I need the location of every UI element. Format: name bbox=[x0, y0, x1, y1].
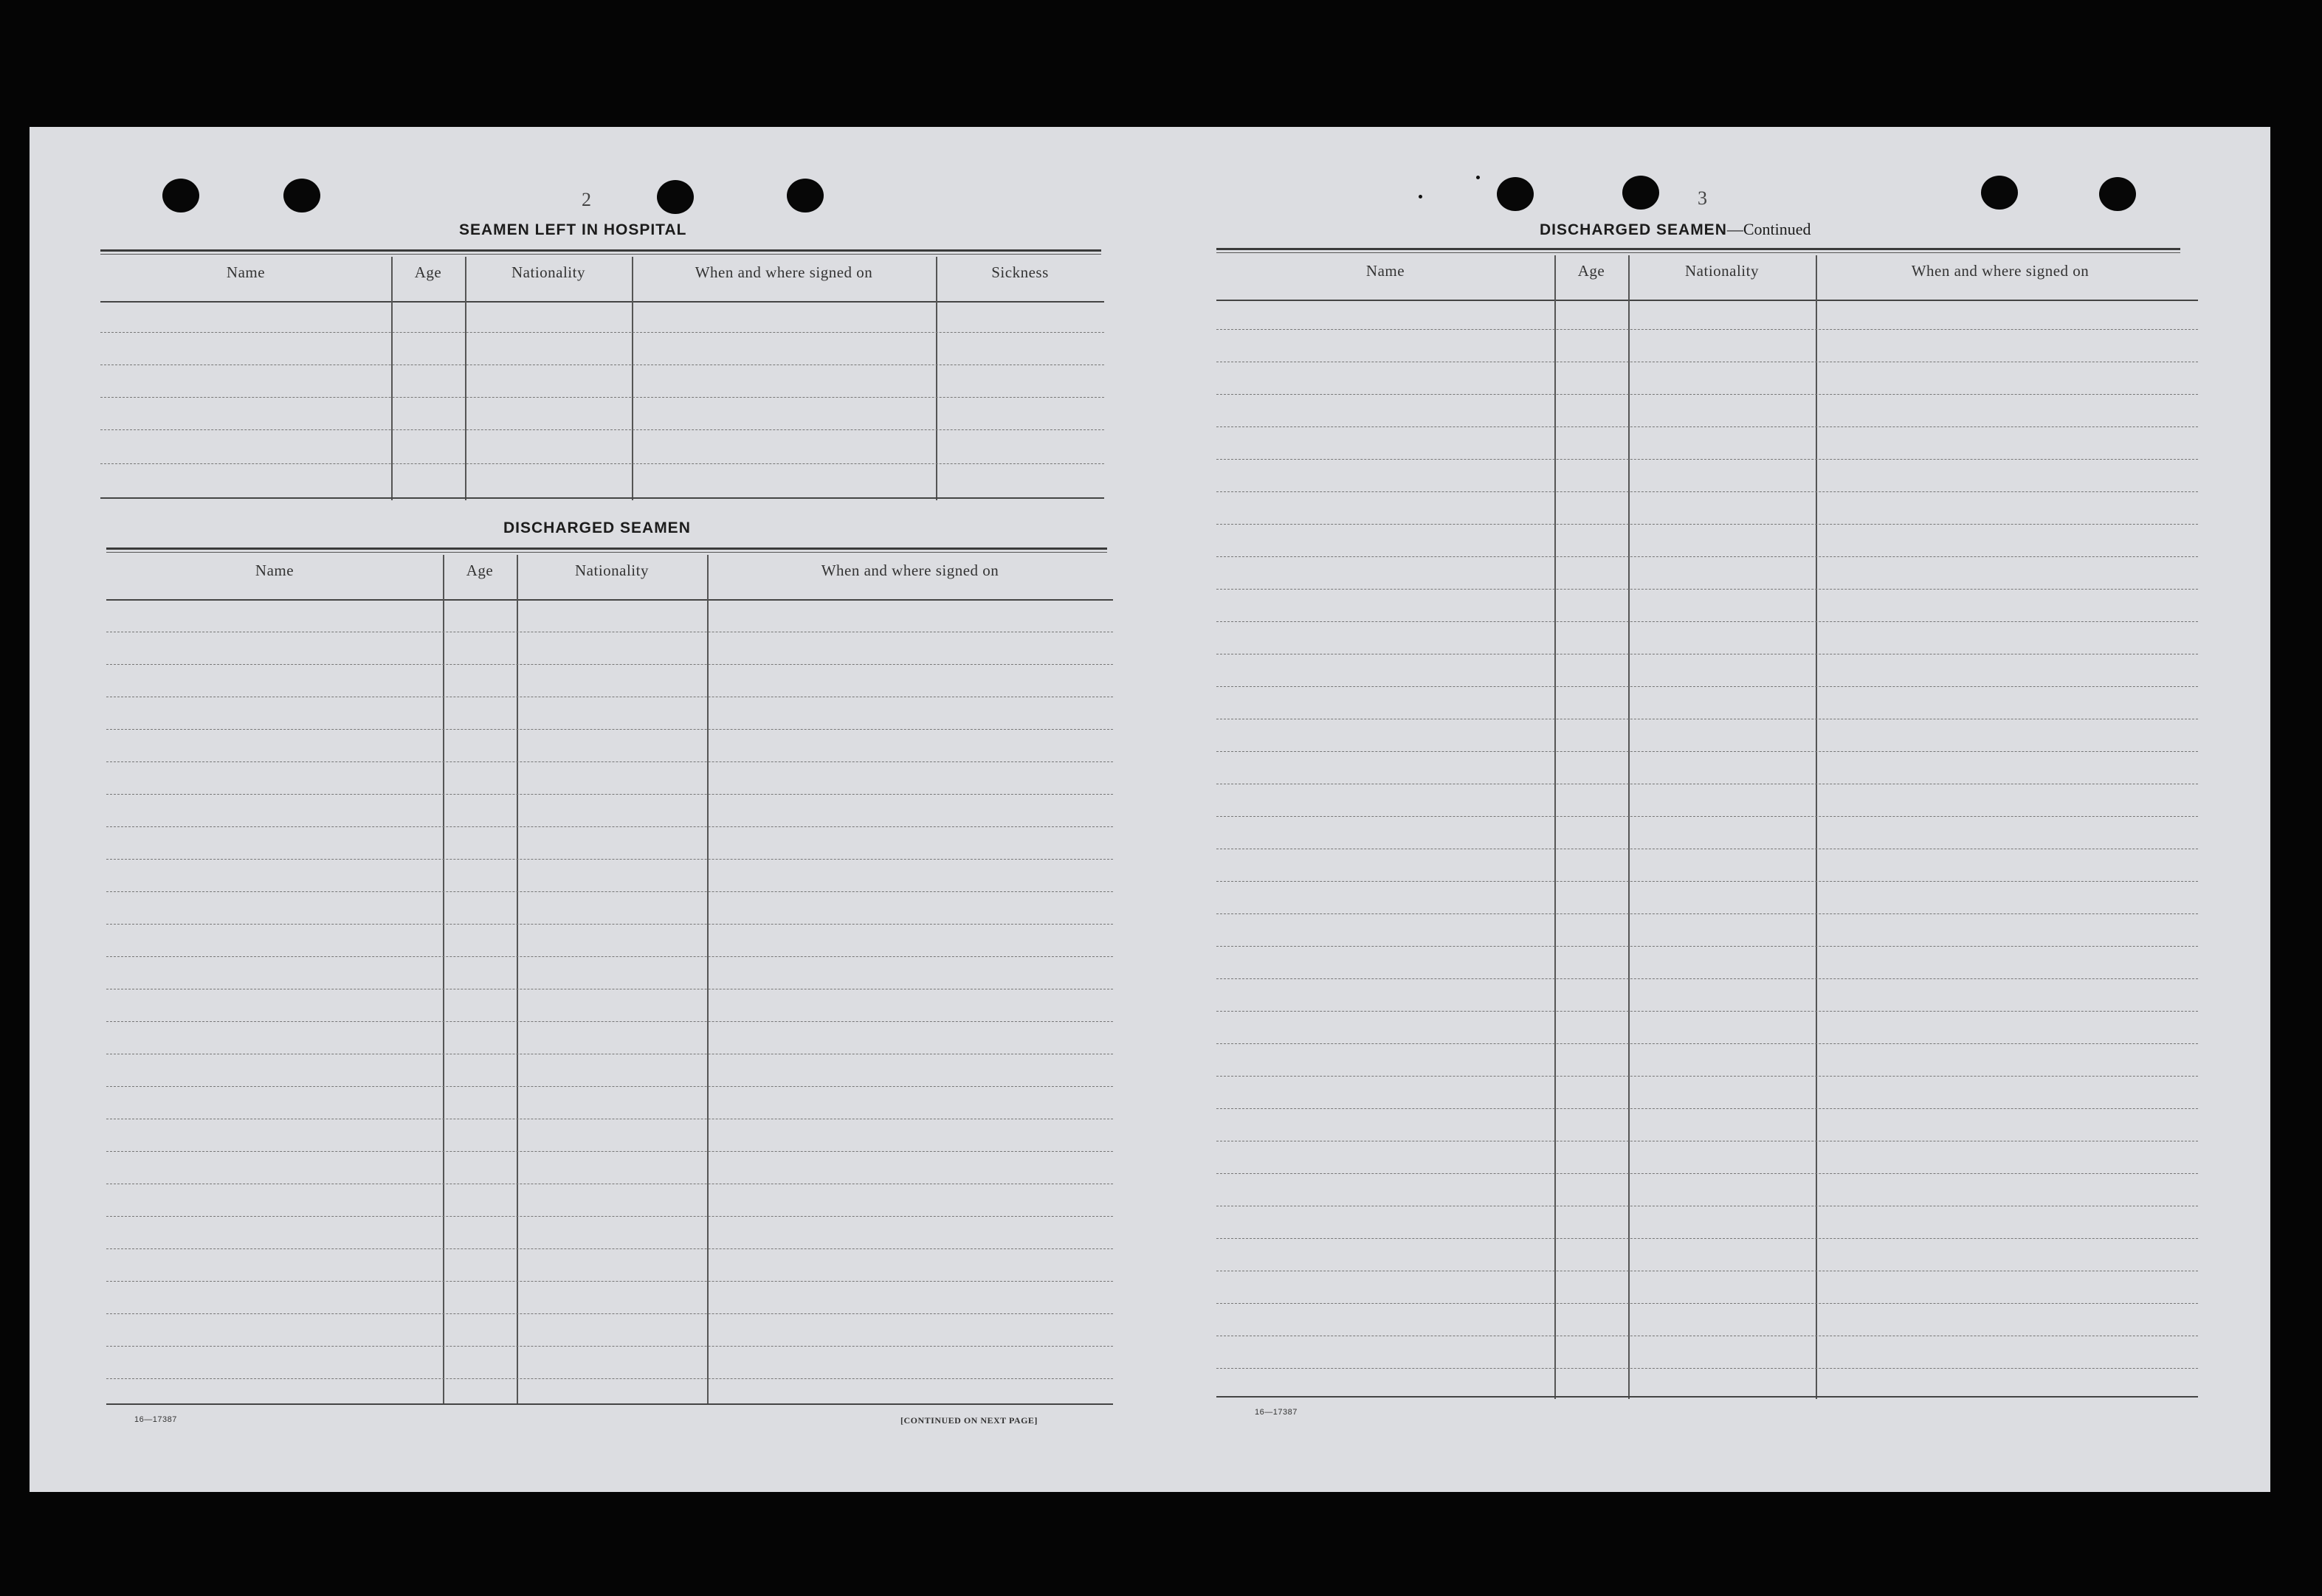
punch-hole bbox=[787, 179, 824, 213]
table-row bbox=[100, 463, 1104, 464]
table-row bbox=[1216, 491, 2198, 492]
table-row bbox=[1216, 1108, 2198, 1109]
table-row bbox=[1216, 1238, 2198, 1239]
column-header-name: Name bbox=[226, 263, 266, 281]
discharged-title-rule bbox=[106, 547, 1107, 553]
table-row bbox=[106, 664, 1113, 665]
table-row bbox=[106, 1021, 1113, 1022]
punch-hole bbox=[1981, 176, 2018, 210]
table-row bbox=[100, 332, 1104, 333]
table-row bbox=[1216, 1303, 2198, 1304]
table-row bbox=[1216, 913, 2198, 914]
column-header-when-where-signed: When and where signed on bbox=[1911, 262, 2090, 280]
hospital-title-rule bbox=[100, 249, 1101, 255]
column-header-age: Age bbox=[466, 562, 494, 579]
table-row bbox=[1216, 394, 2198, 395]
table-row bbox=[1216, 1043, 2198, 1044]
table-row bbox=[1216, 751, 2198, 752]
table-row bbox=[1216, 459, 2198, 460]
punch-hole bbox=[657, 180, 694, 214]
column-header-sickness: Sickness bbox=[991, 263, 1049, 281]
column-header-when-where-signed: When and where signed on bbox=[821, 562, 999, 579]
discharged-continued-table bbox=[1216, 255, 2198, 1399]
table-row bbox=[106, 859, 1113, 860]
table-row bbox=[106, 924, 1113, 925]
discharged-continued-title bbox=[1540, 220, 1811, 239]
table-row bbox=[1216, 589, 2198, 590]
table-row bbox=[106, 1248, 1113, 1249]
table-row bbox=[1216, 881, 2198, 882]
table-row bbox=[1216, 1011, 2198, 1012]
table-row bbox=[106, 729, 1113, 730]
column-header-age: Age bbox=[414, 263, 442, 281]
column-divider bbox=[443, 555, 444, 1405]
table-row bbox=[106, 1151, 1113, 1152]
continued-title-rule bbox=[1216, 248, 2180, 253]
table-row bbox=[106, 891, 1113, 892]
column-divider bbox=[517, 555, 518, 1405]
punch-hole bbox=[283, 179, 320, 213]
discharged-table-header bbox=[106, 555, 1113, 601]
column-divider bbox=[707, 555, 709, 1405]
table-row bbox=[1216, 1368, 2198, 1369]
column-header-name: Name bbox=[1365, 262, 1405, 280]
table-row bbox=[1216, 524, 2198, 525]
table-row bbox=[106, 1346, 1113, 1347]
hospital-section-title: SEAMEN LEFT IN HOSPITAL bbox=[459, 221, 687, 238]
table-row bbox=[106, 1216, 1113, 1217]
hospital-table bbox=[100, 257, 1104, 500]
table-row bbox=[1216, 816, 2198, 817]
hospital-table-header bbox=[100, 257, 1104, 303]
table-row bbox=[106, 1281, 1113, 1282]
form-number-right: 16—17387 bbox=[1255, 1408, 1298, 1417]
table-row bbox=[106, 826, 1113, 827]
discharged-table bbox=[106, 555, 1113, 1405]
discharged-continued-table-header bbox=[1216, 255, 2198, 301]
discharged-continued-title-main: DISCHARGED SEAMEN bbox=[1540, 221, 1727, 238]
punch-hole bbox=[1497, 177, 1534, 211]
column-header-age: Age bbox=[1577, 262, 1605, 280]
punch-hole bbox=[2099, 177, 2136, 211]
column-header-nationality: Nationality bbox=[511, 263, 585, 281]
continued-table-bottom-rule bbox=[1216, 1396, 2198, 1398]
ink-speck bbox=[1419, 195, 1422, 198]
table-row bbox=[106, 1086, 1113, 1087]
discharged-continued-title-suffix: —Continued bbox=[1726, 220, 1811, 238]
table-row bbox=[1216, 686, 2198, 687]
punch-hole bbox=[162, 179, 199, 213]
ink-speck bbox=[1476, 176, 1480, 179]
table-row bbox=[1216, 329, 2198, 330]
discharged-section-title: DISCHARGED SEAMEN bbox=[503, 519, 691, 536]
table-row bbox=[1216, 426, 2198, 427]
table-row bbox=[1216, 946, 2198, 947]
table-row bbox=[1216, 556, 2198, 557]
column-header-nationality: Nationality bbox=[575, 562, 649, 579]
punch-hole bbox=[1622, 176, 1659, 210]
table-row bbox=[106, 761, 1113, 762]
table-row bbox=[1216, 978, 2198, 979]
column-header-when-where-signed: When and where signed on bbox=[695, 263, 873, 281]
column-header-name: Name bbox=[255, 562, 294, 579]
table-row bbox=[1216, 1173, 2198, 1174]
page-number-right: 3 bbox=[1698, 187, 1707, 209]
ledger-sheet bbox=[30, 127, 2270, 1492]
discharged-table-bottom-rule bbox=[106, 1403, 1113, 1405]
column-header-nationality: Nationality bbox=[1685, 262, 1759, 280]
table-row bbox=[100, 429, 1104, 430]
table-row bbox=[106, 956, 1113, 957]
table-row bbox=[100, 397, 1104, 398]
table-row bbox=[106, 1378, 1113, 1379]
table-row bbox=[1216, 1076, 2198, 1077]
table-row bbox=[106, 1313, 1113, 1314]
continued-on-next-page-note: [CONTINUED ON NEXT PAGE] bbox=[900, 1415, 1038, 1426]
form-number-left: 16—17387 bbox=[134, 1415, 177, 1424]
table-row bbox=[106, 794, 1113, 795]
page-number-left: 2 bbox=[582, 189, 591, 210]
table-row bbox=[1216, 621, 2198, 622]
hospital-table-bottom-rule bbox=[100, 497, 1104, 499]
